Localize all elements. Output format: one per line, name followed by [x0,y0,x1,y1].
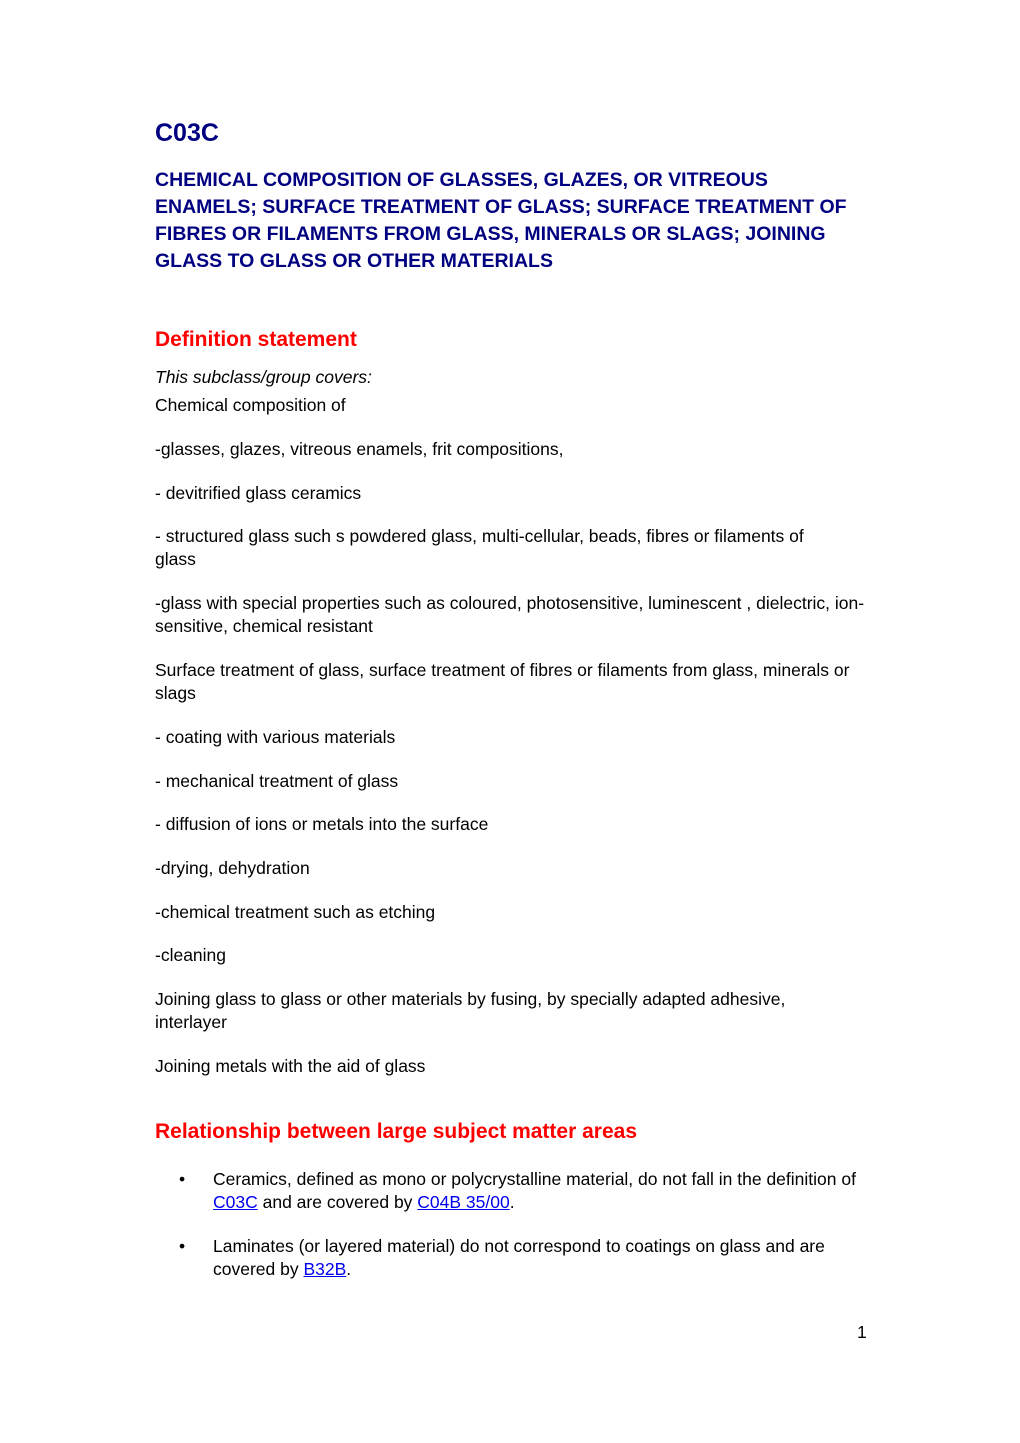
definition-paragraph: - diffusion of ions or metals into the surface [155,814,489,834]
definition-paragraph: Joining glass to glass or other materials by fusing, by specially adapted adhesive, interlayer [155,989,786,1032]
bullet-icon: • [179,1169,186,1189]
list-item-text [213,1168,873,1214]
page-number: 1 [857,1322,867,1342]
link-c04b-35-00[interactable]: C04B 35/00 [417,1192,510,1212]
list-item-text-part: Laminates (or layered material) do not correspond to coatings on glass and are covered by [213,1236,825,1279]
list-item-text-part: and are covered by [257,1192,418,1212]
list-item-text-part: . [509,1192,515,1212]
class-code: C03C [155,119,219,147]
definition-paragraph: -cleaning [155,945,227,965]
definition-paragraph: -chemical treatment such as etching [155,902,436,922]
definition-paragraph: -drying, dehydration [155,858,310,878]
definition-paragraph: Surface treatment of glass, surface treatment of fibres or filaments from glass, minerals or slags [155,660,850,703]
list-item-text [213,1235,873,1281]
definition-paragraph: Chemical composition of [155,395,346,415]
class-title: CHEMICAL COMPOSITION OF GLASSES, GLAZES, OR VITREOUS ENAMELS; SURFACE TREATMENT OF GLASS; SURFACE TREATMENT OF FIBRES OR FILAMENTS FROM GLASS, MINERALS OR SLAGS; JOINING GLASS TO GLASS OR OTHER MATERIALS [155,169,847,272]
link-c03c[interactable]: C03C [213,1192,258,1212]
definition-paragraph: - structured glass such s powdered glass, multi-cellular, beads, fibres or filaments of glass [155,526,804,569]
definition-intro: This subclass/group covers: [155,367,372,387]
definition-heading: Definition statement [155,328,357,351]
relationship-heading: Relationship between large subject matter areas [155,1120,637,1143]
list-item-text-part: . [346,1259,352,1279]
definition-paragraph: -glass with special properties such as coloured, photosensitive, luminescent , dielectric, ion-sensitive, chemical resistant [155,593,865,636]
bullet-icon: • [179,1236,186,1256]
definition-paragraph: - mechanical treatment of glass [155,771,399,791]
definition-paragraph: - devitrified glass ceramics [155,483,362,503]
definition-paragraph: Joining metals with the aid of glass [155,1056,426,1076]
definition-paragraph: -glasses, glazes, vitreous enamels, frit compositions, [155,439,564,459]
definition-paragraph: - coating with various materials [155,727,396,747]
link-b32b[interactable]: B32B [303,1259,347,1279]
list-item-text-part: Ceramics, defined as mono or polycrystalline material, do not fall in the definition of [213,1169,856,1189]
